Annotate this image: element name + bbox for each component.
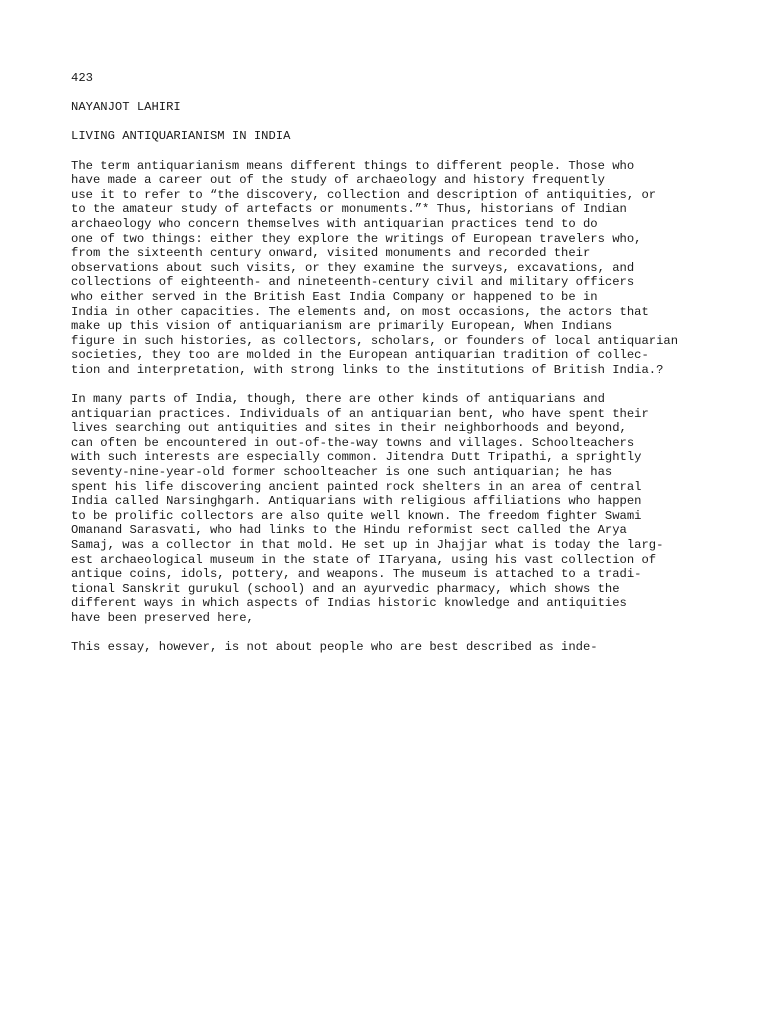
text-line: figure in such histories, as collectors, scholars, or founders of local antiquarian — [71, 333, 679, 348]
text-line: Samaj, was a collector in that mold. He set up in Jhajjar what is today the larg- — [71, 538, 664, 552]
text-line: This essay, however, is not about people who are best described as inde- — [71, 640, 598, 655]
spacer — [71, 626, 731, 641]
document-page — [71, 71, 731, 655]
paragraph — [71, 392, 731, 626]
text-line: India called Narsinghgarh. Antiquarians with religious affiliations who happen — [71, 494, 642, 509]
essay-body — [71, 159, 731, 655]
spacer — [71, 377, 731, 392]
page-number: 423 — [71, 71, 93, 85]
essay-title: LIVING ANTIQUARIANISM IN INDIA — [71, 129, 291, 144]
text-line: who either served in the British East India Company or happened to be in — [71, 289, 598, 304]
text-line: have been preserved here, — [71, 610, 254, 625]
text-line: societies, they too are molded in the European antiquarian tradition of collec- — [71, 348, 649, 363]
text-line: seventy-nine-year-old former schoolteacher is one such antiquarian; he has — [71, 465, 613, 480]
text-line: make up this vision of antiquarianism are primarily European, When Indians — [71, 319, 613, 334]
text-line: In many parts of India, though, there are other kinds of antiquarians and — [71, 392, 605, 407]
text-line: tional Sanskrit gurukul (school) and an ayurvedic pharmacy, which shows the — [71, 581, 620, 596]
text-line: one of two things: either they explore the writings of European travelers who, — [71, 231, 642, 246]
spacer — [71, 86, 731, 101]
text-line: use it to refer to “the discovery, collection and description of antiquities, or — [71, 187, 657, 202]
spacer — [71, 115, 731, 130]
text-line: lives searching out antiquities and sites in their neighborhoods and beyond, — [71, 421, 627, 436]
text-line: with such interests are especially common. Jitendra Dutt Tripathi, a sprightly — [71, 450, 642, 465]
text-line: est archaeological museum in the state of ITaryana, using his vast collection of — [71, 552, 657, 567]
paragraph — [71, 159, 731, 378]
text-line: archaeology who concern themselves with antiquarian practices tend to do — [71, 216, 598, 231]
text-line: tion and interpretation, with strong links to the institutions of British India.? — [71, 362, 664, 377]
author-name: NAYANJOT LAHIRI — [71, 100, 181, 115]
text-line: antiquarian practices. Individuals of an antiquarian bent, who have spent their — [71, 406, 649, 421]
text-line: India in other capacities. The elements and, on most occasions, the actors that — [71, 304, 649, 319]
text-line: antique coins, idols, pottery, and weapons. The museum is attached to a tradi- — [71, 567, 642, 582]
text-line: have made a career out of the study of archaeology and history frequently — [71, 173, 605, 188]
text-line: spent his life discovering ancient painted rock shelters in an area of central — [71, 479, 642, 494]
text-line: observations about such visits, or they examine the surveys, excavations, and — [71, 260, 635, 275]
text-line: to be prolific collectors are also quite well known. The freedom fighter Swami — [71, 508, 642, 523]
text-line: The term antiquarianism means different things to different people. Those who — [71, 158, 635, 173]
paragraph — [71, 640, 731, 655]
spacer — [71, 144, 731, 159]
text-line: can often be encountered in out-of-the-way towns and villages. Schoolteachers — [71, 435, 635, 450]
text-line: collections of eighteenth- and nineteenth-century civil and military officers — [71, 275, 635, 290]
text-line: from the sixteenth century onward, visited monuments and recorded their — [71, 246, 591, 261]
text-line: Omanand Sarasvati, who had links to the Hindu reformist sect called the Arya — [71, 523, 627, 538]
text-line: different ways in which aspects of Indias historic knowledge and antiquities — [71, 596, 627, 611]
text-line: to the amateur study of artefacts or monuments.”* Thus, historians of Indian — [71, 202, 627, 217]
